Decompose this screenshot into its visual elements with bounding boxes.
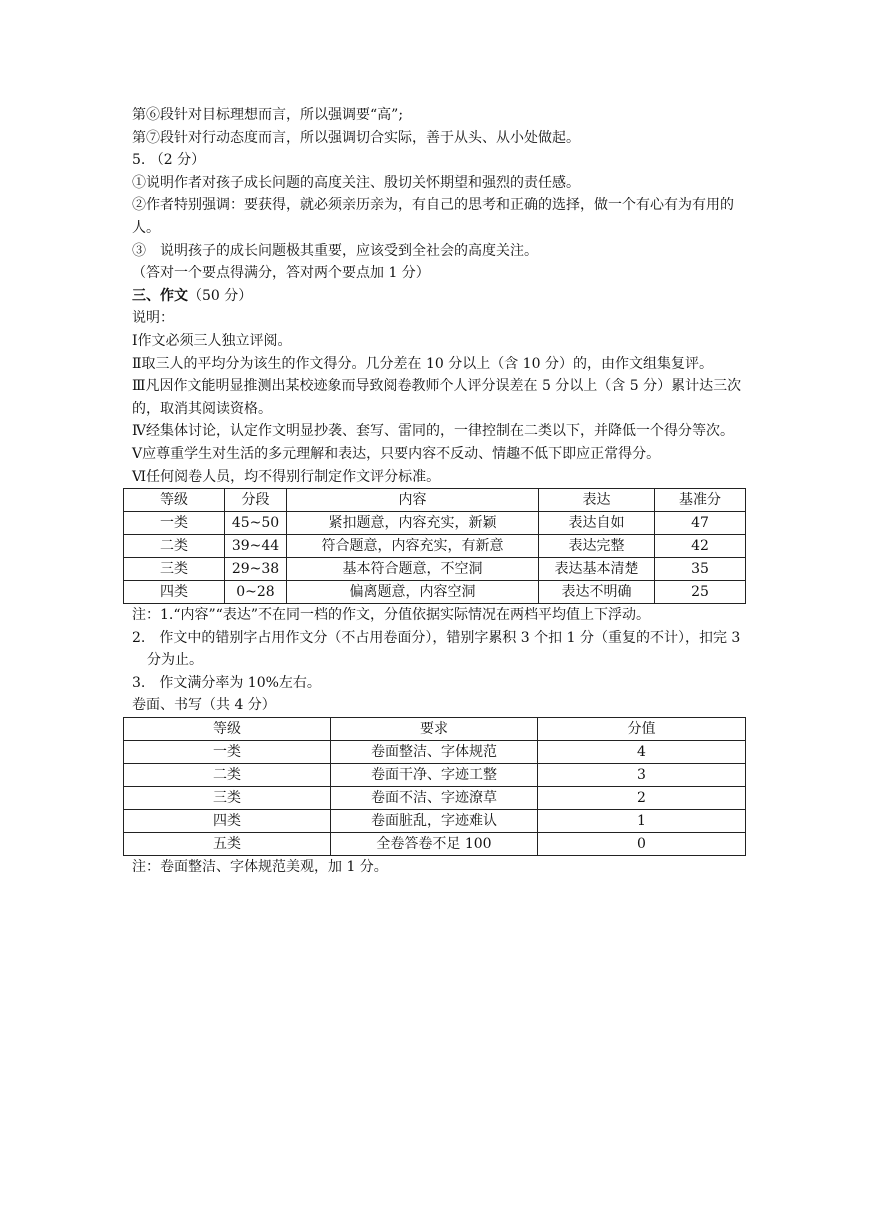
answer-line: ②作者特别强调：要获得，就必须亲历亲为，有自己的思考和正确的选择，做一个有心有为有用的人。 (132, 197, 734, 236)
table-row (124, 535, 746, 558)
document-page (132, 104, 752, 879)
table-row (124, 741, 746, 764)
rule-item: Ⅳ经集体讨论，认定作文明显抄袭、套写、雷同的，一律控制在二类以下，并降低一个得分等次。 (132, 423, 734, 440)
table-row (124, 581, 746, 604)
essay-grading-table (123, 488, 746, 604)
handwriting-grading-table (123, 717, 746, 856)
table-cell: 表达不明确 (539, 581, 655, 604)
header-cell: 要求 (331, 718, 538, 741)
table-cell: 45~50 (225, 512, 287, 535)
rule-item: Ⅲ凡因作文能明显推测出某校迹象而导致阅卷教师个人评分误差在 5 分以上（含 5 分）累计达三次的，取消其阅读资格。 (132, 378, 742, 417)
table-cell: 卷面整洁、字体规范 (331, 741, 538, 764)
table-row (124, 512, 746, 535)
note-line: 3. 作文满分率为 10%左右。 (132, 674, 321, 691)
section-heading (132, 285, 752, 308)
table-cell: 一类 (124, 512, 225, 535)
header-cell: 表达 (539, 489, 655, 512)
subsection-heading: 卷面、书写（共 4 分） (132, 697, 276, 714)
section-title: 三、作文 (132, 287, 188, 304)
table-cell: 卷面脏乱，字迹难认 (331, 810, 538, 833)
answer-line: 第⑥段针对目标理想而言，所以强调要“高”; (132, 107, 404, 123)
final-note: 注：卷面整洁、字体规范美观，加 1 分。 (132, 859, 388, 876)
header-cell: 等级 (124, 489, 225, 512)
header-cell: 基准分 (655, 489, 746, 512)
table-cell: 一类 (124, 741, 331, 764)
table-cell: 2 (538, 787, 746, 810)
table-cell: 25 (655, 581, 746, 604)
rules-intro: 说明： (132, 310, 174, 327)
table-row (124, 810, 746, 833)
table-header-row (124, 489, 746, 512)
table-cell: 39~44 (225, 535, 287, 558)
table-row (124, 764, 746, 787)
table-cell: 卷面干净、字迹工整 (331, 764, 538, 787)
table-header-row (124, 718, 746, 741)
table-cell: 四类 (124, 581, 225, 604)
table-cell: 表达自如 (539, 512, 655, 535)
rule-item: Ⅰ作文必须三人独立评阅。 (132, 332, 292, 349)
table-cell: 35 (655, 558, 746, 581)
note-line: 2. 作文中的错别字占用作文分（不占用卷面分），错别字累积 3 个扣 1 分（重复的不计），扣完 3 分为止。 (132, 629, 741, 669)
question-number: 5. （2 分） (132, 152, 206, 169)
table-row (124, 558, 746, 581)
table-cell: 3 (538, 764, 746, 787)
note-line: 注：1.“内容”“表达”不在同一档的作文，分值依据实际情况在两档平均值上下浮动。 (132, 607, 650, 624)
answer-line: ①说明作者对孩子成长问题的高度关注、殷切关怀期望和强烈的责任感。 (132, 174, 580, 191)
table-cell: 五类 (124, 833, 331, 856)
table-cell: 紧扣题意，内容充实，新颖 (287, 512, 539, 535)
table-cell: 基本符合题意，不空洞 (287, 558, 539, 581)
table-cell: 卷面不洁、字迹潦草 (331, 787, 538, 810)
table-cell: 0 (538, 833, 746, 856)
header-cell: 等级 (124, 718, 331, 741)
table-cell: 符合题意，内容充实，有新意 (287, 535, 539, 558)
table-cell: 三类 (124, 558, 225, 581)
table-cell: 4 (538, 741, 746, 764)
table-row (124, 787, 746, 810)
table-cell: 偏离题意，内容空洞 (287, 581, 539, 604)
rule-item: Ⅵ任何阅卷人员，均不得别行制定作文评分标准。 (132, 468, 441, 485)
table-cell: 0~28 (225, 581, 287, 604)
table-cell: 三类 (124, 787, 331, 810)
answer-line: 第⑦段针对行动态度而言，所以强调切合实际，善于从头、从小处做起。 (132, 129, 580, 146)
table-cell: 47 (655, 512, 746, 535)
table-cell: 全卷答卷不足 100 (331, 833, 538, 856)
table-cell: 表达完整 (539, 535, 655, 558)
table-cell: 42 (655, 535, 746, 558)
rule-item: Ⅱ取三人的平均分为该生的作文得分。几分差在 10 分以上（含 10 分）的，由作文组集复评。 (132, 355, 713, 372)
table-cell: 29~38 (225, 558, 287, 581)
answer-line: ③ 说明孩子的成长问题极其重要，应该受到全社会的高度关注。 (132, 242, 538, 259)
table-cell: 表达基本清楚 (539, 558, 655, 581)
table-cell: 四类 (124, 810, 331, 833)
table-cell: 二类 (124, 535, 225, 558)
table-row (124, 833, 746, 856)
header-cell: 分段 (225, 489, 287, 512)
table-cell: 1 (538, 810, 746, 833)
section-score: （50 分） (188, 287, 253, 304)
rule-item: Ⅴ应尊重学生对生活的多元理解和表达，只要内容不反动、情趣不低下即应正常得分。 (132, 445, 661, 462)
header-cell: 内容 (287, 489, 539, 512)
scoring-note: （答对一个要点得满分，答对两个要点加 1 分） (132, 265, 430, 282)
table-cell: 二类 (124, 764, 331, 787)
header-cell: 分值 (538, 718, 746, 741)
